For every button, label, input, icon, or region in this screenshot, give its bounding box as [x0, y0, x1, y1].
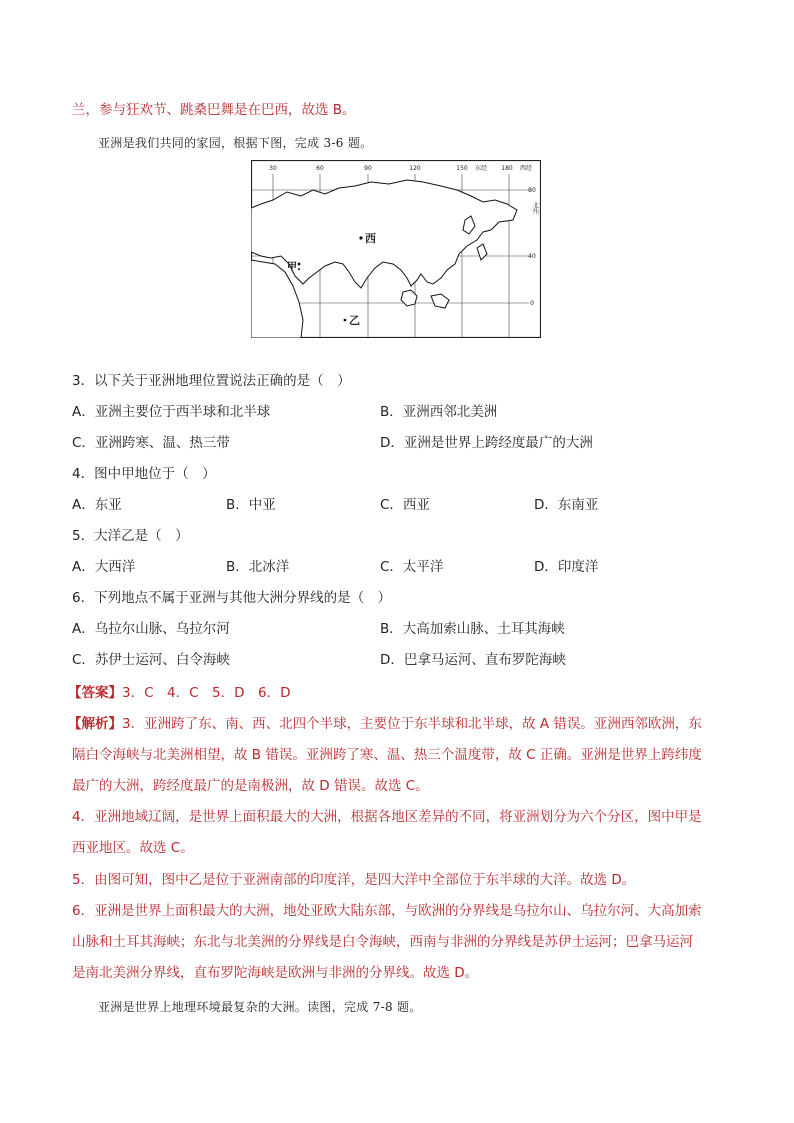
question-3-stem: 3．以下关于亚洲地理位置说法正确的是（ ）	[72, 373, 351, 389]
analysis-line-3: 最广的大洲，跨经度最广的是南极洲，故 D 错误。故选 C。	[72, 778, 429, 794]
q6-option-d: D．巴拿马运河、直布罗陀海峡	[380, 652, 566, 668]
analysis-tag: 【解析】	[68, 716, 122, 732]
asia-map	[251, 160, 541, 338]
q3-option-c: C．亚洲跨寒、温、热三带	[72, 435, 230, 451]
lat-label-40: 40	[528, 253, 536, 260]
analysis-line-8: 山脉和土耳其海峡；东北与北美洲的分界线是白令海峡，西南与非洲的分界线是苏伊士运河；巴拿马运河	[72, 934, 693, 950]
analysis-line-7: 6．亚洲是世界上面积最大的大洲，地处亚欧大陆东部，与欧洲的分界线是乌拉尔山、乌拉尔河、大高加索	[72, 903, 702, 919]
q5-option-d: D．印度洋	[534, 559, 599, 575]
answer-line	[68, 684, 291, 702]
lat-label-0: 0	[530, 300, 534, 307]
lon-label-30: 30	[269, 165, 277, 172]
lon-label-east: 东经	[474, 165, 488, 172]
lon-label-120: 120	[409, 165, 421, 172]
answer-tag: 【答案】	[68, 685, 122, 701]
q4-option-d: D．东南亚	[534, 497, 599, 513]
north-latitude-label: 北纬	[531, 202, 539, 214]
q4-option-c: C．西亚	[380, 497, 430, 513]
q5-option-b: B．北冰洋	[226, 559, 290, 575]
map-label-yi: 乙	[349, 314, 360, 327]
analysis-text-1: 3．亚洲跨了东、南、西、北四个半球，主要位于东半球和北半球，故 A 错误。亚洲西邻欧洲，东	[122, 716, 702, 732]
q3-option-a: A．亚洲主要位于西半球和北半球	[72, 404, 271, 420]
question-5-stem: 5．大洋乙是（ ）	[72, 528, 189, 544]
lon-label-60: 60	[316, 165, 324, 172]
q5-option-a: A．大西洋	[72, 559, 136, 575]
lon-label-90: 90	[364, 165, 372, 172]
lon-label-180: 180	[501, 165, 513, 172]
q3-option-d: D．亚洲是世界上跨经度最广的大洲	[380, 435, 593, 451]
analysis-line-5: 西亚地区。故选 C。	[72, 840, 194, 856]
q3-option-b: B．亚洲西邻北美洲	[380, 404, 498, 420]
lon-label-west: 西经	[519, 165, 533, 172]
analysis-line-4: 4．亚洲地域辽阔，是世界上面积最大的大洲，根据各地区差异的不同，将亚洲划分为六个分区，图中甲是	[72, 809, 702, 825]
analysis-line-2: 隔白令海峡与北美洲相望，故 B 错误。亚洲跨了寒、温、热三个温度带，故 C 正确。亚洲是世界上跨纬度	[72, 747, 702, 763]
lon-label-150: 150	[456, 165, 468, 172]
lat-label-80: 80	[528, 187, 536, 194]
map-label-xi: 西	[365, 232, 376, 245]
answer-text: 3．C 4．C 5．D 6．D	[122, 685, 291, 701]
previous-answer-tail: 兰，参与狂欢节、跳桑巴舞是在巴西，故选 B。	[72, 102, 356, 118]
q5-option-c: C．太平洋	[380, 559, 444, 575]
analysis-line-6: 5．由图可知，图中乙是位于亚洲南部的印度洋，是四大洋中全部位于东半球的大洋。故选 D。	[72, 872, 636, 888]
q6-option-c: C．苏伊士运河、白令海峡	[72, 652, 230, 668]
intro-7-8: 亚洲是世界上地理环境最复杂的大洲。读图，完成 7-8 题。	[98, 1000, 422, 1014]
q4-option-b: B．中亚	[226, 497, 276, 513]
question-6-stem: 6．下列地点不属于亚洲与其他大洲分界线的是（ ）	[72, 590, 392, 606]
analysis-line-9: 是南北美洲分界线，直布罗陀海峡是欧洲与非洲的分界线。故选 D。	[72, 965, 479, 981]
analysis-line-1	[68, 715, 702, 733]
q6-option-b: B．大高加索山脉、土耳其海峡	[380, 621, 565, 637]
question-4-stem: 4．图中甲地位于（ ）	[72, 466, 216, 482]
q4-option-a: A．东亚	[72, 497, 122, 513]
intro-3-6: 亚洲是我们共同的家园，根据下图，完成 3-6 题。	[98, 136, 373, 150]
map-label-jia: 甲.	[287, 262, 301, 273]
q6-option-a: A．乌拉尔山脉、乌拉尔河	[72, 621, 230, 637]
